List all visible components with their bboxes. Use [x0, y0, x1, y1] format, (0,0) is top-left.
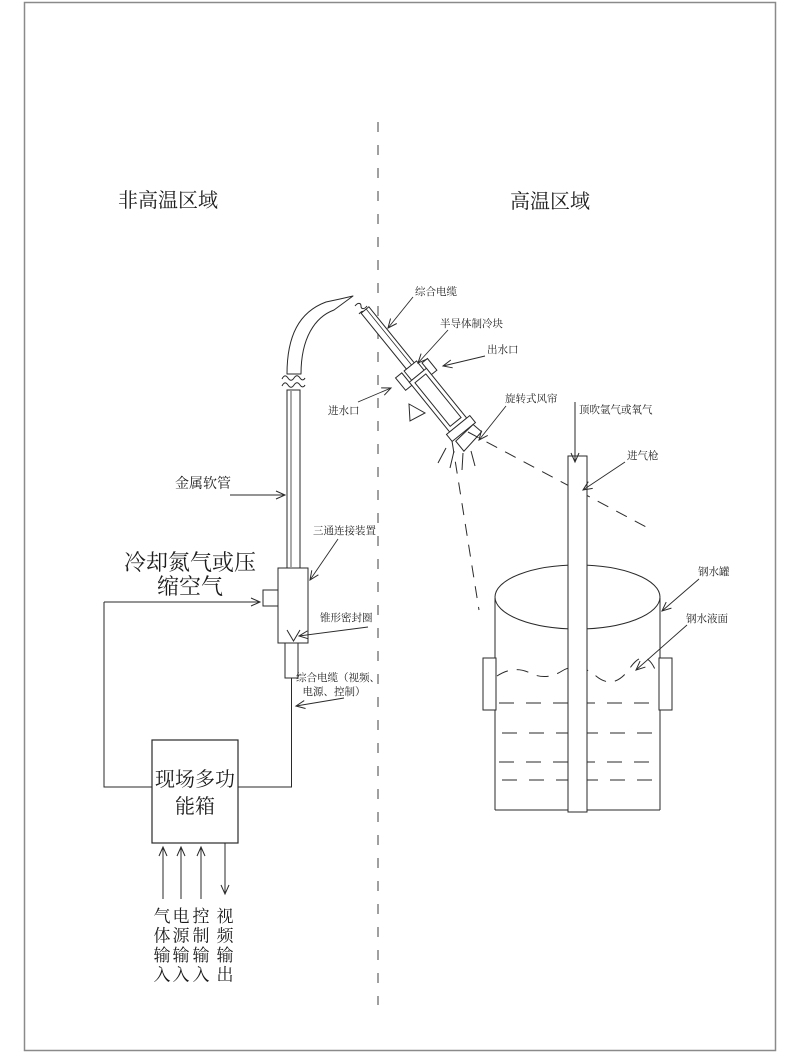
- label-metal-hose: 金属软管: [175, 475, 231, 491]
- trunnion-right: [659, 658, 672, 710]
- gas-inlet-port: [263, 590, 278, 606]
- io-col4-char3: 输: [216, 946, 234, 965]
- io-col3-char2: 制: [192, 926, 210, 946]
- io-col3-char4: 入: [192, 965, 210, 985]
- three-way-body: [278, 568, 308, 643]
- io-col3-char3: 输: [192, 946, 210, 965]
- function-box: [152, 740, 238, 843]
- zone-title-right: 高温区域: [510, 191, 590, 213]
- io-col1-char3: 输: [153, 946, 171, 965]
- io-col3-char1: 控: [192, 907, 210, 926]
- io-col2-char1: 电: [172, 907, 190, 926]
- io-col4-char4: 出: [216, 965, 234, 985]
- io-col2-char2: 源: [172, 926, 190, 946]
- io-labels: [154, 907, 235, 985]
- io-col2-char4: 入: [172, 965, 190, 985]
- label-cooling-gas-2: 缩空气: [156, 574, 224, 599]
- metal-hose-tube: [287, 390, 300, 568]
- io-col4-char1: 视: [216, 907, 234, 926]
- io-col2-char3: 输: [172, 946, 190, 965]
- function-box-label-2: 能箱: [175, 796, 215, 818]
- label-cone-seal: 锥形密封圈: [320, 612, 373, 624]
- function-box-outline: [152, 740, 238, 843]
- label-water-inlet: 进水口: [328, 405, 360, 417]
- label-air-curtain: 旋转式风帘: [505, 393, 558, 405]
- gas-lance-tube: [568, 456, 587, 812]
- io-col1-char2: 体: [153, 926, 171, 946]
- io-col4-char2: 频: [216, 926, 234, 946]
- label-steel-surface: 钢水液面: [686, 613, 728, 625]
- io-col1-char1: 气: [153, 907, 171, 926]
- label-water-outlet: 出水口: [487, 344, 519, 356]
- label-three-way: 三通连接装置: [313, 525, 376, 537]
- label-steel-ladle: 钢水罐: [698, 566, 730, 578]
- trunnion-left: [483, 658, 496, 710]
- label-cooling-gas-1: 冷却氮气或压: [123, 550, 257, 575]
- function-box-label-1: 现场多功: [155, 769, 235, 791]
- io-col1-char4: 入: [153, 965, 171, 985]
- label-cooling-block: 半导体制冷块: [440, 318, 503, 330]
- label-composite-cable-1: 综合电缆（视频、: [296, 672, 380, 684]
- label-gas-lance: 进气枪: [627, 450, 659, 462]
- label-top-blow-gas: 顶吹氩气或氧气: [579, 404, 653, 416]
- zone-title-left: 非高温区域: [118, 190, 218, 212]
- label-composite-cable-2: 电源、控制）: [302, 686, 366, 698]
- page-border: [25, 3, 776, 1051]
- label-cable-top: 综合电缆: [415, 286, 457, 298]
